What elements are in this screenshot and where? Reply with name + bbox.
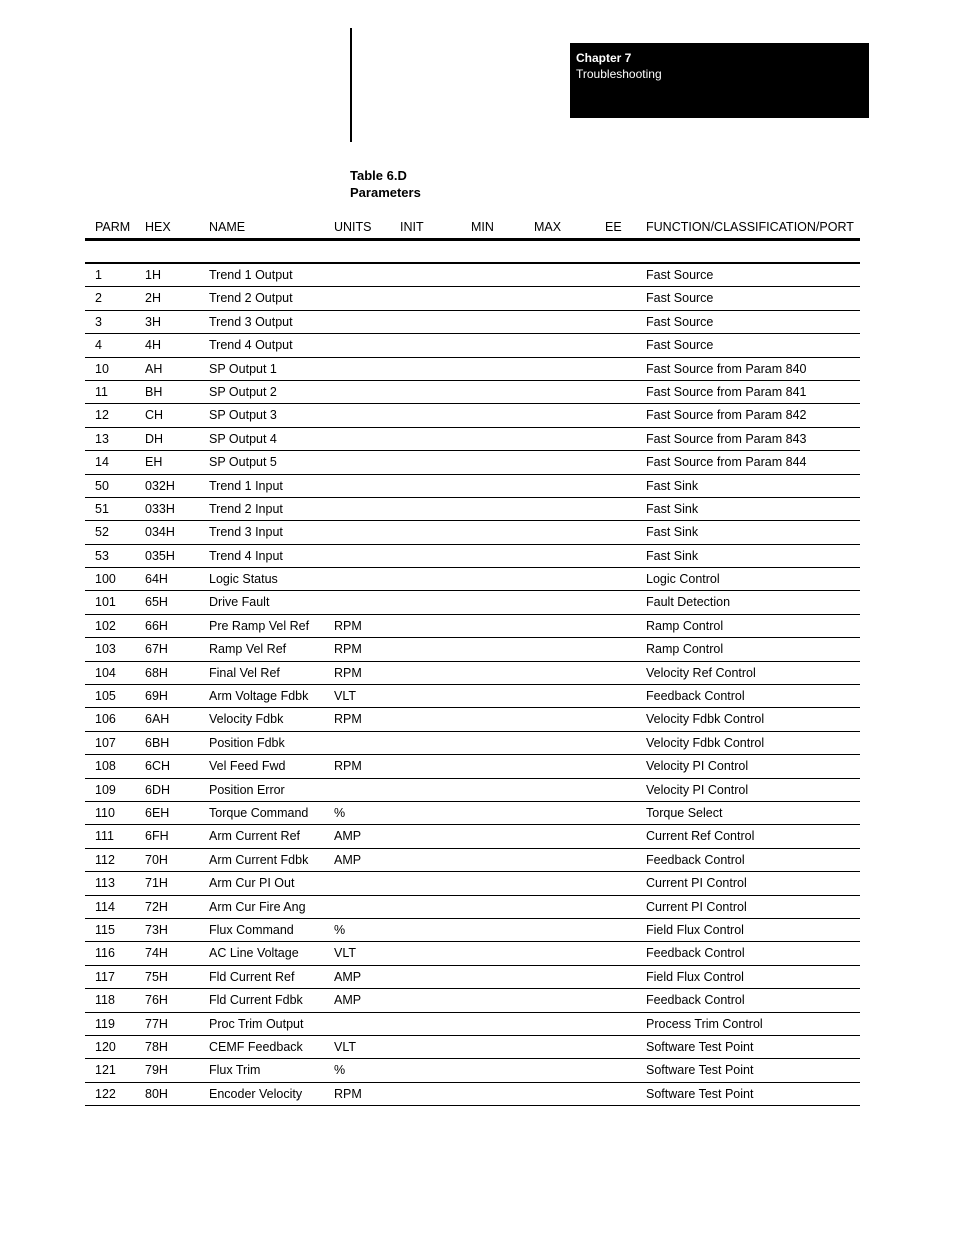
cell-function: Fast Source: [646, 291, 714, 306]
table-row: [85, 966, 860, 989]
table-row: [85, 708, 860, 731]
cell-name: Ramp Vel Ref: [209, 642, 287, 657]
cell-parm: 52: [95, 525, 109, 540]
cell-hex: 6AH: [145, 712, 170, 727]
cell-function: Fast Source: [646, 338, 714, 353]
cell-name: Trend 4 Output: [209, 338, 293, 353]
cell-function: Logic Control: [646, 572, 720, 587]
chapter-tab: [570, 43, 869, 118]
table-row: [85, 404, 860, 427]
cell-units: AMP: [334, 829, 362, 844]
cell-parm: 1: [95, 268, 102, 282]
cell-parm: 107: [95, 735, 116, 750]
col-header-units: UNITS: [334, 220, 372, 234]
cell-name: Torque Command: [209, 805, 309, 820]
table-caption: [350, 167, 421, 201]
cell-hex: 1H: [145, 268, 161, 282]
cell-function: Fast Source: [646, 314, 714, 329]
table-row: [85, 1059, 860, 1082]
cell-name: Vel Feed Fwd: [209, 759, 286, 774]
col-header-min: MIN: [471, 220, 494, 234]
cell-parm: 106: [95, 712, 116, 727]
table-row: [85, 1083, 860, 1106]
cell-name: Arm Voltage Fdbk: [209, 689, 309, 704]
cell-hex: 6FH: [145, 829, 169, 844]
cell-name: SP Output 2: [209, 384, 277, 399]
cell-name: AC Line Voltage: [209, 946, 299, 961]
cell-hex: 64H: [145, 572, 168, 587]
cell-name: Trend 4 Input: [209, 548, 283, 563]
cell-hex: 65H: [145, 595, 168, 610]
cell-name: SP Output 4: [209, 431, 277, 446]
col-header-parm: PARM: [95, 220, 131, 234]
table-row: [85, 334, 860, 357]
cell-hex: 033H: [145, 501, 175, 516]
table-row: [85, 779, 860, 802]
cell-function: Field Flux Control: [646, 969, 744, 984]
table-row: [85, 989, 860, 1012]
cell-hex: 70H: [145, 852, 168, 867]
cell-hex: 71H: [145, 876, 168, 891]
cell-hex: 67H: [145, 642, 168, 657]
cell-hex: 6EH: [145, 805, 170, 820]
cell-parm: 118: [95, 993, 115, 1008]
cell-units: RPM: [334, 642, 362, 657]
cell-name: Trend 3 Output: [209, 314, 293, 329]
table-body: [85, 264, 860, 1106]
col-header-name: NAME: [209, 220, 246, 234]
table-row: [85, 662, 860, 685]
cell-name: Arm Current Fdbk: [209, 852, 309, 867]
table-row: [85, 1013, 860, 1036]
cell-function: Current PI Control: [646, 876, 747, 891]
cell-name: CEMF Feedback: [209, 1039, 303, 1054]
cell-name: Position Error: [209, 782, 285, 797]
col-header-max: MAX: [534, 220, 562, 234]
cell-function: Feedback Control: [646, 689, 745, 704]
cell-parm: 108: [95, 759, 116, 774]
cell-function: Software Test Point: [646, 1086, 754, 1101]
table-header: [85, 219, 860, 237]
cell-name: Encoder Velocity: [209, 1086, 303, 1101]
cell-parm: 51: [95, 501, 109, 516]
table-row: [85, 732, 860, 755]
cell-function: Velocity PI Control: [646, 759, 749, 774]
cell-function: Field Flux Control: [646, 922, 744, 937]
cell-parm: 115: [95, 922, 115, 937]
cell-function: Feedback Control: [646, 852, 745, 867]
col-header-ee: EE: [605, 220, 622, 234]
table-row: [85, 896, 860, 919]
cell-parm: 111: [95, 829, 115, 844]
cell-hex: CH: [145, 408, 164, 423]
cell-parm: 119: [95, 1016, 115, 1031]
cell-units: AMP: [334, 852, 362, 867]
cell-parm: 53: [95, 548, 109, 563]
cell-function: Ramp Control: [646, 618, 724, 633]
cell-function: Ramp Control: [646, 642, 724, 657]
cell-name: Final Vel Ref: [209, 665, 280, 680]
cell-hex: EH: [145, 455, 163, 470]
chapter-title: Troubleshooting: [576, 67, 662, 81]
cell-hex: 73H: [145, 922, 168, 937]
cell-hex: 69H: [145, 689, 168, 704]
cell-parm: 112: [95, 852, 115, 867]
cell-parm: 110: [95, 805, 115, 820]
cell-function: Fast Source: [646, 268, 714, 282]
cell-hex: 68H: [145, 665, 168, 680]
cell-function: Torque Select: [646, 805, 723, 820]
cell-name: Arm Current Ref: [209, 829, 300, 844]
table-row: [85, 287, 860, 310]
cell-units: AMP: [334, 993, 362, 1008]
cell-function: Process Trim Control: [646, 1016, 763, 1031]
cell-parm: 113: [95, 876, 115, 891]
cell-units: VLT: [334, 689, 356, 704]
cell-function: Fast Sink: [646, 548, 699, 563]
cell-hex: 6BH: [145, 735, 170, 750]
cell-hex: 032H: [145, 478, 175, 493]
cell-name: Drive Fault: [209, 595, 270, 610]
table-row: [85, 475, 860, 498]
cell-name: Trend 2 Input: [209, 501, 283, 516]
cell-parm: 3: [95, 314, 102, 329]
cell-function: Fault Detection: [646, 595, 731, 610]
cell-function: Fast Source from Param 844: [646, 455, 807, 470]
cell-hex: 2H: [145, 291, 161, 306]
cell-name: Arm Cur Fire Ang: [209, 899, 306, 914]
cell-parm: 105: [95, 689, 116, 704]
cell-units: RPM: [334, 759, 362, 774]
cell-units: %: [334, 922, 346, 937]
cell-function: Fast Source from Param 841: [646, 384, 807, 399]
cell-units: AMP: [334, 969, 362, 984]
cell-function: Current PI Control: [646, 899, 747, 914]
table-row: [85, 498, 860, 521]
cell-hex: BH: [145, 384, 163, 399]
table-row: [85, 381, 860, 404]
cell-hex: 78H: [145, 1039, 168, 1054]
cell-name: Fld Current Fdbk: [209, 993, 303, 1008]
cell-hex: DH: [145, 431, 164, 446]
cell-name: Velocity Fdbk: [209, 712, 284, 727]
table-row: [85, 521, 860, 544]
table-row: [85, 849, 860, 872]
table-row: [85, 451, 860, 474]
cell-parm: 101: [95, 595, 116, 610]
col-header-function: FUNCTION/CLASSIFICATION/PORT: [646, 220, 854, 234]
cell-hex: 4H: [145, 338, 161, 353]
table-row: [85, 755, 860, 778]
cell-units: RPM: [334, 665, 362, 680]
table-row: [85, 264, 860, 287]
cell-hex: 3H: [145, 314, 161, 329]
cell-hex: 6DH: [145, 782, 171, 797]
table-row: [85, 358, 860, 381]
cell-hex: 6CH: [145, 759, 171, 774]
cell-parm: 117: [95, 969, 115, 984]
cell-parm: 10: [95, 361, 109, 376]
cell-name: Position Fdbk: [209, 735, 285, 750]
cell-parm: 14: [95, 455, 109, 470]
col-header-hex: HEX: [145, 220, 171, 234]
col-header-init: INIT: [400, 220, 424, 234]
cell-parm: 114: [95, 899, 115, 914]
table-row: [85, 428, 860, 451]
cell-units: RPM: [334, 1086, 362, 1101]
cell-function: Software Test Point: [646, 1039, 754, 1054]
cell-parm: 50: [95, 478, 109, 493]
cell-parm: 13: [95, 431, 109, 446]
cell-function: Velocity Fdbk Control: [646, 735, 765, 750]
cell-function: Feedback Control: [646, 946, 745, 961]
cell-hex: AH: [145, 361, 163, 376]
cell-function: Fast Sink: [646, 478, 699, 493]
cell-parm: 122: [95, 1086, 116, 1101]
cell-hex: 72H: [145, 899, 168, 914]
chapter-label: Chapter 7: [576, 51, 632, 65]
cell-name: SP Output 3: [209, 408, 277, 423]
cell-parm: 12: [95, 408, 109, 423]
margin-rule: [350, 28, 352, 142]
table-row: [85, 872, 860, 895]
cell-hex: 66H: [145, 618, 168, 633]
cell-name: Pre Ramp Vel Ref: [209, 618, 310, 633]
cell-hex: 76H: [145, 993, 168, 1008]
table-row: [85, 685, 860, 708]
cell-parm: 4: [95, 338, 102, 353]
cell-parm: 116: [95, 946, 115, 961]
cell-name: Logic Status: [209, 572, 278, 587]
table-row: [85, 591, 860, 614]
table-row: [85, 311, 860, 334]
cell-name: SP Output 5: [209, 455, 277, 470]
cell-function: Velocity PI Control: [646, 782, 749, 797]
table-row: [85, 825, 860, 848]
cell-function: Software Test Point: [646, 1063, 754, 1078]
cell-function: Fast Sink: [646, 525, 699, 540]
cell-hex: 79H: [145, 1063, 168, 1078]
cell-units: %: [334, 805, 346, 820]
cell-name: Trend 1 Output: [209, 268, 293, 282]
cell-hex: 77H: [145, 1016, 168, 1031]
cell-function: Velocity Ref Control: [646, 665, 756, 680]
cell-hex: 034H: [145, 525, 175, 540]
cell-function: Current Ref Control: [646, 829, 755, 844]
table-row: [85, 1036, 860, 1059]
table-number: Table 6.D: [350, 168, 407, 183]
table-row: [85, 919, 860, 942]
cell-hex: 80H: [145, 1086, 168, 1101]
cell-units: RPM: [334, 712, 362, 727]
cell-parm: 121: [95, 1063, 116, 1078]
cell-name: Trend 2 Output: [209, 291, 293, 306]
cell-parm: 103: [95, 642, 116, 657]
cell-name: Trend 3 Input: [209, 525, 283, 540]
cell-function: Fast Source from Param 842: [646, 408, 807, 423]
cell-name: Trend 1 Input: [209, 478, 283, 493]
cell-units: VLT: [334, 946, 356, 961]
cell-name: Flux Trim: [209, 1063, 261, 1078]
cell-units: VLT: [334, 1039, 356, 1054]
table-row: [85, 568, 860, 591]
cell-function: Velocity Fdbk Control: [646, 712, 765, 727]
cell-name: Fld Current Ref: [209, 969, 295, 984]
cell-hex: 74H: [145, 946, 168, 961]
cell-name: Flux Command: [209, 922, 294, 937]
table-row: [85, 615, 860, 638]
cell-function: Fast Sink: [646, 501, 699, 516]
cell-parm: 109: [95, 782, 116, 797]
cell-name: Arm Cur PI Out: [209, 876, 295, 891]
cell-parm: 102: [95, 618, 116, 633]
cell-hex: 75H: [145, 969, 168, 984]
cell-parm: 2: [95, 291, 102, 306]
table-row: [85, 545, 860, 568]
cell-name: Proc Trim Output: [209, 1016, 304, 1031]
cell-hex: 035H: [145, 548, 175, 563]
table-row: [85, 638, 860, 661]
cell-parm: 100: [95, 572, 116, 587]
cell-units: %: [334, 1063, 346, 1078]
cell-parm: 120: [95, 1039, 116, 1054]
table-row: [85, 942, 860, 965]
table-title: Parameters: [350, 185, 421, 200]
cell-function: Fast Source from Param 843: [646, 431, 807, 446]
cell-name: SP Output 1: [209, 361, 277, 376]
cell-parm: 104: [95, 665, 116, 680]
cell-function: Feedback Control: [646, 993, 745, 1008]
cell-units: RPM: [334, 618, 362, 633]
header-rule: [85, 238, 860, 241]
cell-function: Fast Source from Param 840: [646, 361, 807, 376]
table-row: [85, 802, 860, 825]
cell-parm: 11: [95, 384, 108, 399]
